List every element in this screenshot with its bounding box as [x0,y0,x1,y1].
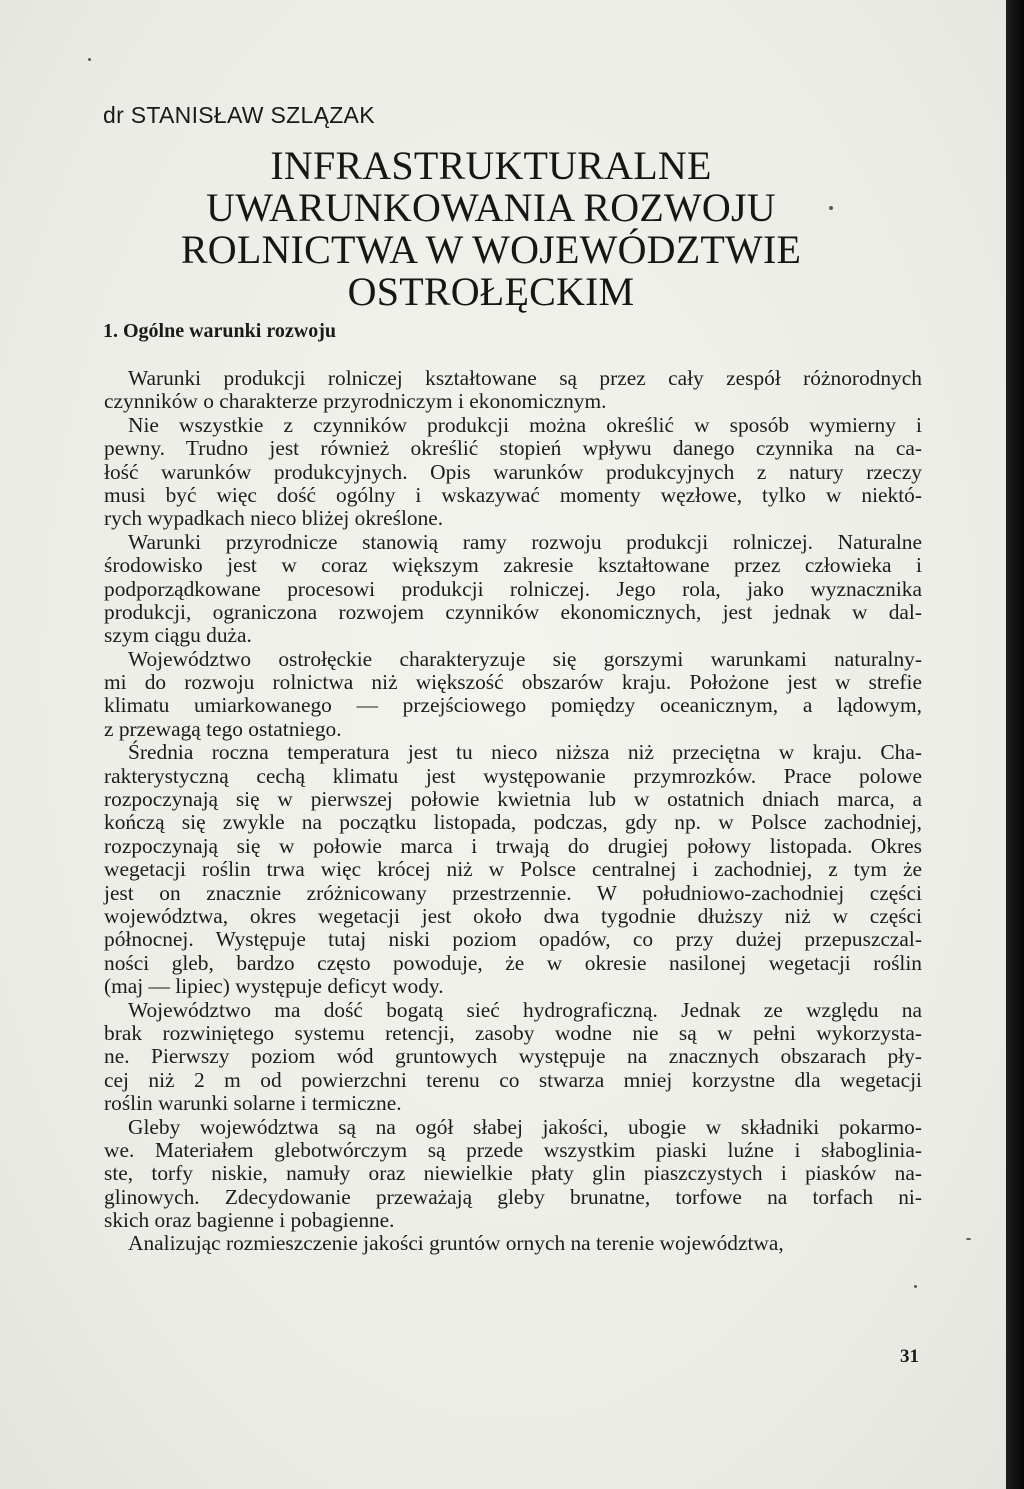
text-line: środowisko jest w coraz większym zakresie kształtowane przez człowieka i [104,553,922,578]
text-line: Analizując rozmieszczenie jakości gruntów ornych na terenie województwa, [128,1231,784,1256]
title-line: INFRASTRUKTURALNE [270,143,712,188]
paragraph [104,367,922,414]
text-line: województwa, okres wegetacji jest około dwa tygodnie dłuższy niż w części [104,903,922,928]
text-line: pewny. Trudno jest również określić stopień wpływu danego czynnika na ca- [104,436,922,461]
text-line: klimatu umiarkowanego — przejściowego pomiędzy oceanicznym, a lądowym, [104,693,922,718]
text-line: północnej. Występuje tutaj niski poziom opadów, co przy dużej przepuszczal- [104,927,922,952]
scan-speck [914,1285,917,1288]
text-line: wegetacji roślin trwa więc krócej niż w Polsce centralnej i zachodniej, z tym że [104,857,922,882]
text-line: rych wypadkach nieco bliżej określone. [104,506,444,531]
scan-speck [88,58,91,61]
text-line: Warunki przyrodnicze stanowią ramy rozwoju produkcji rolniczej. Naturalne [128,529,922,554]
author-name: dr STANISŁAW SZLĄZAK [103,102,375,128]
text-line: czynników o charakterze przyrodniczym i ekonomicznym. [104,389,607,414]
title-line: UWARUNKOWANIA ROZWOJU [206,185,776,230]
text-line: jest on znacznie zróżnicowany przestrzennie. W południowo-zachodniej części [104,880,922,905]
text-line: podporządkowane procesowi produkcji rolniczej. Jego rola, jako wyznacznika [104,576,922,601]
text-line: Średnia roczna temperatura jest tu nieco niższa niż przeciętna w kraju. Cha- [128,740,922,765]
title-line: ROLNICTWA W WOJEWÓDZTWIE [180,227,802,272]
title-line: OSTROŁĘCKIM [347,269,635,314]
paragraph [104,414,922,531]
text-line: rozpoczynają się w połowie marca i trwają do drugiej połowy listopada. Okres [104,833,922,858]
text-line: produkcji, ograniczona rozwojem czynników ekonomicznych, jest jednak w dal- [104,599,922,624]
text-line: musi być więc dość ogólny i wskazywać momenty węzłowe, tylko w niektó- [104,482,922,507]
text-line: Województwo ostrołęckie charakteryzuje się gorszymi warunkami naturalny- [128,646,922,671]
text-line: Nie wszystkie z czynników produkcji można określić w sposób wymierny i [128,412,922,437]
text-line: Gleby województwa są na ogół słabej jakości, ubogie w składniki pokarmo- [128,1114,922,1139]
page-number: 31 [900,1346,919,1367]
paragraph [104,1232,922,1255]
text-line: ste, torfy niskie, namuły oraz niewielkie płaty glin piaszczystych i piasków na- [104,1161,922,1186]
paragraph [104,531,922,648]
text-line: ności gleb, bardzo często powoduje, że w okresie nasilonej wegetacji roślin [104,950,922,975]
text-line: Warunki produkcji rolniczej kształtowane są przez cały zespół różnorodnych [128,366,922,390]
text-line: (maj — lipiec) występuje deficyt wody. [104,974,444,999]
text-line: kończą się zwykle na początku listopada, podczas, gdy np. w Polsce zachodniej, [104,810,922,835]
body-text [104,367,922,1256]
paragraph [104,999,922,1116]
scan-edge [1006,0,1024,1489]
text-line: glinowych. Zdecydowanie przeważają gleby brunatne, torfowe na torfach ni- [104,1184,922,1209]
text-line: z przewagą tego ostatniego. [104,716,342,741]
paragraph [104,648,922,742]
text-line: łość warunków produkcyjnych. Opis warunków produkcyjnych z natury rzeczy [104,459,922,484]
text-line: Województwo ma dość bogatą sieć hydrograficzną. Jednak ze względu na [128,997,922,1022]
text-line: szym ciągu duża. [104,623,252,648]
text-line: brak rozwiniętego systemu retencji, zasoby wodne nie są w pełni wykorzysta- [104,1020,922,1045]
text-line: cej niż 2 m od powierzchni terenu co stwarza mniej korzystne dla wegetacji [104,1067,922,1092]
section-heading: 1. Ogólne warunki rozwoju [103,320,336,342]
text-line: rozpoczynają się w pierwszej połowie kwietnia lub w ostatnich dniach marca, a [104,787,922,812]
text-line: ne. Pierwszy poziom wód gruntowych występuje na znacznych obszarach pły- [104,1044,922,1069]
text-line: roślin warunki solarne i termiczne. [104,1091,402,1116]
paragraph [104,741,922,998]
article-title [100,145,882,313]
text-line: mi do rozwoju rolnictwa niż większość obszarów kraju. Położone jest w strefie [104,670,922,695]
text-line: skich oraz bagienne i pobagienne. [104,1208,395,1233]
text-line: rakterystyczną cechą klimatu jest występowanie przymrozków. Prace polowe [104,763,922,788]
paragraph [104,1116,922,1233]
text-line: we. Materiałem glebotwórczym są przede wszystkim piaski luźne i słaboglinia- [104,1137,922,1162]
scan-speck [966,1238,971,1240]
scan-speck [829,206,833,210]
